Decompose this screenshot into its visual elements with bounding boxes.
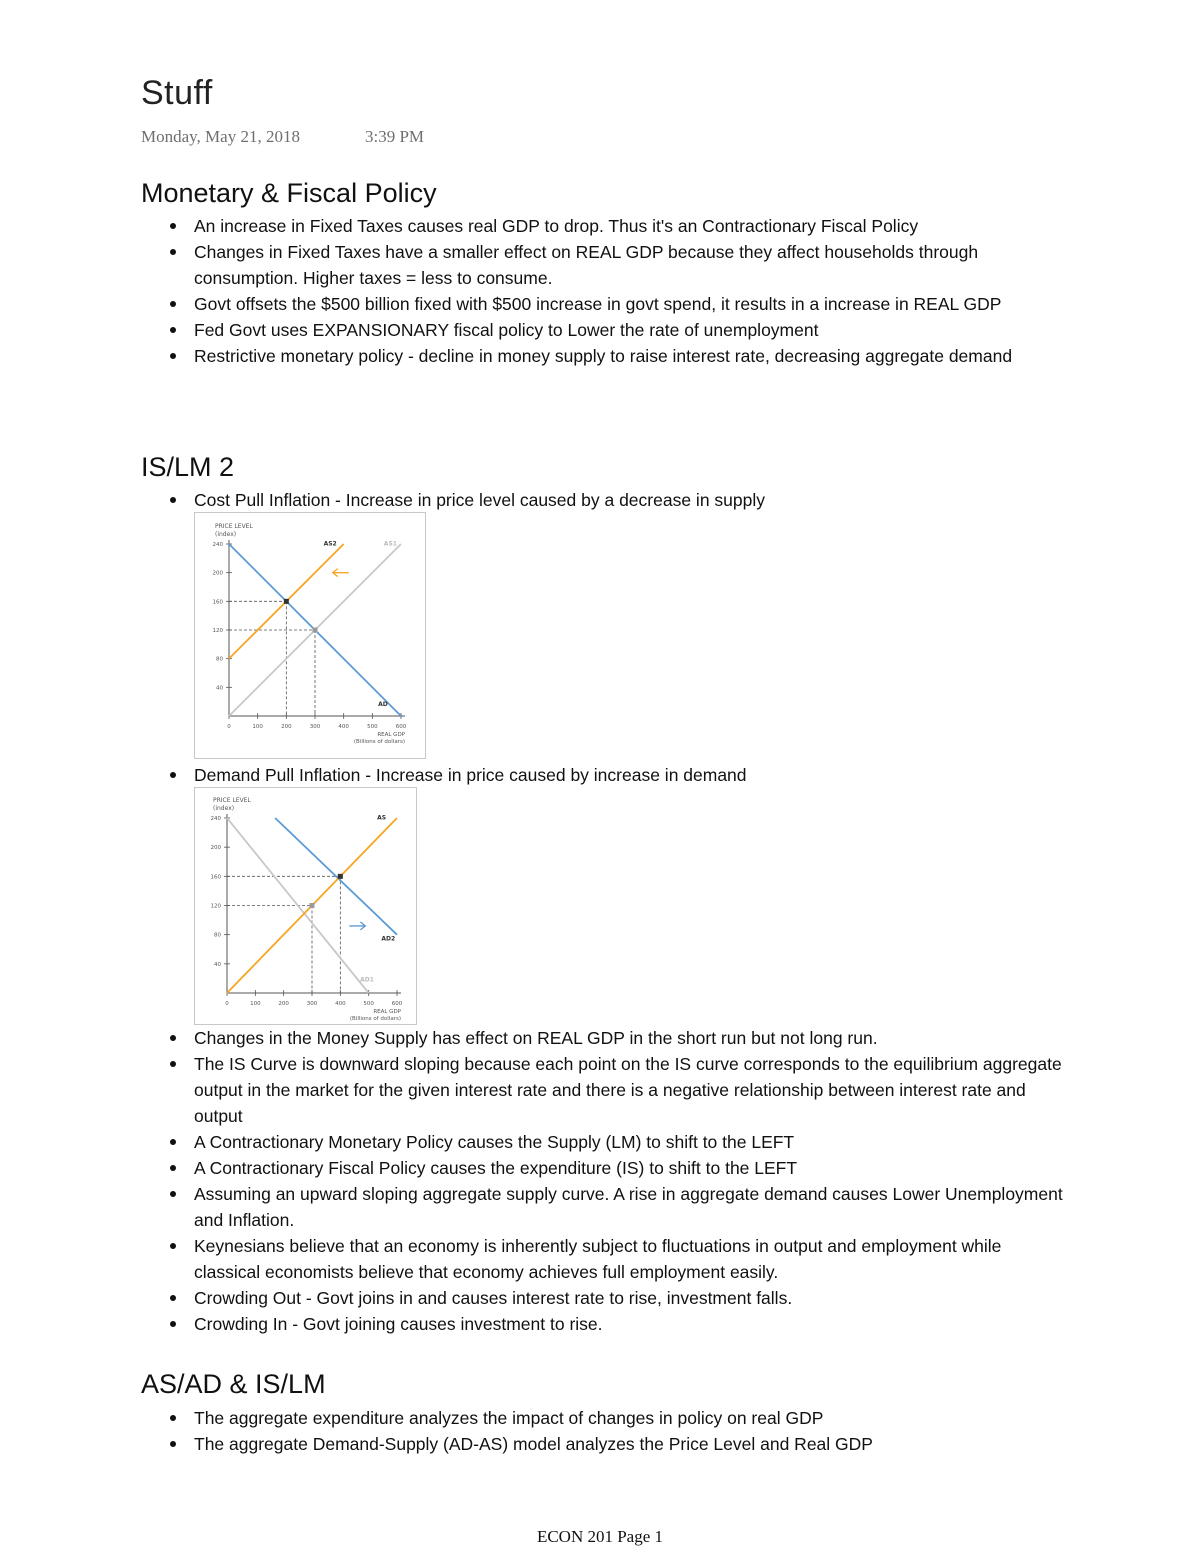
y-tick-label: 200	[210, 845, 221, 852]
list-item: A Contractionary Monetary Policy causes the Supply (LM) to shift to the LEFT	[141, 1129, 1071, 1155]
curve-label-ad2: AD2	[381, 935, 396, 943]
section-heading-asad: AS/AD & IS/LM	[141, 1369, 326, 1399]
list-item: An increase in Fixed Taxes causes real GDP to drop. Thus it's an Contractionary Fiscal Policy	[141, 213, 1071, 239]
y-axis-label-unit: (index)	[213, 805, 235, 812]
y-tick-label: 80	[214, 932, 221, 939]
equilibrium-point	[338, 874, 343, 879]
y-axis-label: PRICE LEVEL	[215, 523, 253, 530]
curve-label-as: AS	[377, 814, 387, 822]
demand-pull-chart	[194, 787, 417, 1025]
list-item: Cost Pull Inflation - Increase in price level caused by a decrease in supply	[141, 487, 1071, 513]
list-item: Demand Pull Inflation - Increase in price caused by increase in demand	[141, 762, 1071, 788]
list-item: A Contractionary Fiscal Policy causes the expenditure (IS) to shift to the LEFT	[141, 1155, 1071, 1181]
page-footer: ECON 201 Page 1	[536, 1527, 664, 1546]
list-item: Crowding Out - Govt joins in and causes interest rate to rise, investment falls.	[141, 1285, 1071, 1311]
asad-list	[141, 1405, 1071, 1457]
list-item: The aggregate Demand-Supply (AD-AS) model analyzes the Price Level and Real GDP	[141, 1431, 1071, 1457]
page-date: Monday, May 21, 2018	[141, 127, 300, 146]
curve-label-as1: AS1	[383, 540, 397, 548]
list-item: Fed Govt uses EXPANSIONARY fiscal policy to Lower the rate of unemployment	[141, 317, 1071, 343]
y-tick-label: 80	[216, 656, 223, 663]
x-tick-label: 500	[367, 724, 378, 730]
y-tick-label: 40	[216, 685, 223, 692]
y-tick-label: 160	[212, 599, 223, 606]
x-tick-label: 100	[252, 724, 263, 730]
x-tick-label: 0	[225, 1001, 229, 1007]
list-item: Crowding In - Govt joining causes investment to rise.	[141, 1311, 1071, 1337]
x-axis-label: REAL GDP	[377, 732, 405, 738]
y-tick-label: 40	[214, 961, 221, 968]
equilibrium-point	[313, 628, 318, 633]
x-axis-label-unit: (Billions of dollars)	[349, 1016, 401, 1022]
x-tick-label: 300	[309, 724, 321, 730]
y-tick-label: 120	[212, 628, 223, 634]
list-item: Assuming an upward sloping aggregate supply curve. A rise in aggregate demand causes Lower Unemployment and Inflation.	[141, 1181, 1071, 1233]
equilibrium-point	[284, 599, 289, 604]
list-item: Changes in the Money Supply has effect on REAL GDP in the short run but not long run.	[141, 1025, 1071, 1051]
x-axis-label-unit: (Billions of dollars)	[353, 739, 405, 745]
y-axis-label-unit: (index)	[215, 531, 237, 538]
x-tick-label: 600	[391, 1001, 403, 1007]
x-tick-label: 500	[363, 1001, 374, 1007]
x-tick-label: 300	[306, 1001, 318, 1007]
curve-label-ad1: AD1	[360, 976, 374, 984]
y-tick-label: 160	[210, 874, 221, 881]
page-time: 3:39 PM	[365, 127, 425, 146]
list-item: Govt offsets the $500 billion fixed with $500 increase in govt spend, it results in a increase in REAL GDP	[141, 291, 1071, 317]
page-title: Stuff	[141, 74, 213, 112]
list-item: The aggregate expenditure analyzes the impact of changes in policy on real GDP	[141, 1405, 1071, 1431]
equilibrium-point	[310, 903, 315, 908]
x-tick-label: 400	[338, 724, 349, 730]
curve-label-ad: AD	[378, 700, 388, 708]
list-item: Restrictive monetary policy - decline in money supply to raise interest rate, decreasing aggregate demand	[141, 343, 1071, 369]
list-item: Keynesians believe that an economy is inherently subject to fluctuations in output and employment while classical economists believe that economy achieves full employment easily.	[141, 1233, 1071, 1285]
x-tick-label: 100	[250, 1001, 261, 1007]
cost-pull-list	[141, 487, 1071, 513]
demand-pull-chart-svg	[195, 788, 416, 1024]
x-tick-label: 400	[335, 1001, 346, 1007]
y-axis-label: PRICE LEVEL	[213, 797, 251, 804]
cost-pull-chart	[194, 512, 426, 759]
demand-pull-list	[141, 762, 1071, 788]
y-tick-label: 240	[210, 816, 221, 822]
islm-list	[141, 1025, 1071, 1337]
y-tick-label: 200	[212, 570, 223, 577]
x-axis-label: REAL GDP	[373, 1009, 401, 1015]
section-heading-islm: IS/LM 2	[141, 452, 235, 482]
curve-label-as2: AS2	[323, 540, 337, 548]
x-tick-label: 200	[281, 724, 292, 730]
monetary-list	[141, 213, 1071, 369]
x-tick-label: 600	[395, 724, 407, 730]
section-heading-monetary: Monetary & Fiscal Policy	[141, 178, 437, 208]
x-tick-label: 200	[278, 1001, 289, 1007]
y-tick-label: 240	[212, 542, 223, 548]
y-tick-label: 120	[210, 903, 221, 910]
cost-pull-chart-svg	[195, 513, 425, 758]
list-item: The IS Curve is downward sloping because each point on the IS curve corresponds to the equilibrium aggregate output in the market for the given interest rate and there is a negative relationship between interest rate and output	[141, 1051, 1071, 1129]
list-item: Changes in Fixed Taxes have a smaller effect on REAL GDP because they affect households through consumption. Higher taxes = less to consume.	[141, 239, 1071, 291]
x-tick-label: 0	[227, 724, 231, 730]
